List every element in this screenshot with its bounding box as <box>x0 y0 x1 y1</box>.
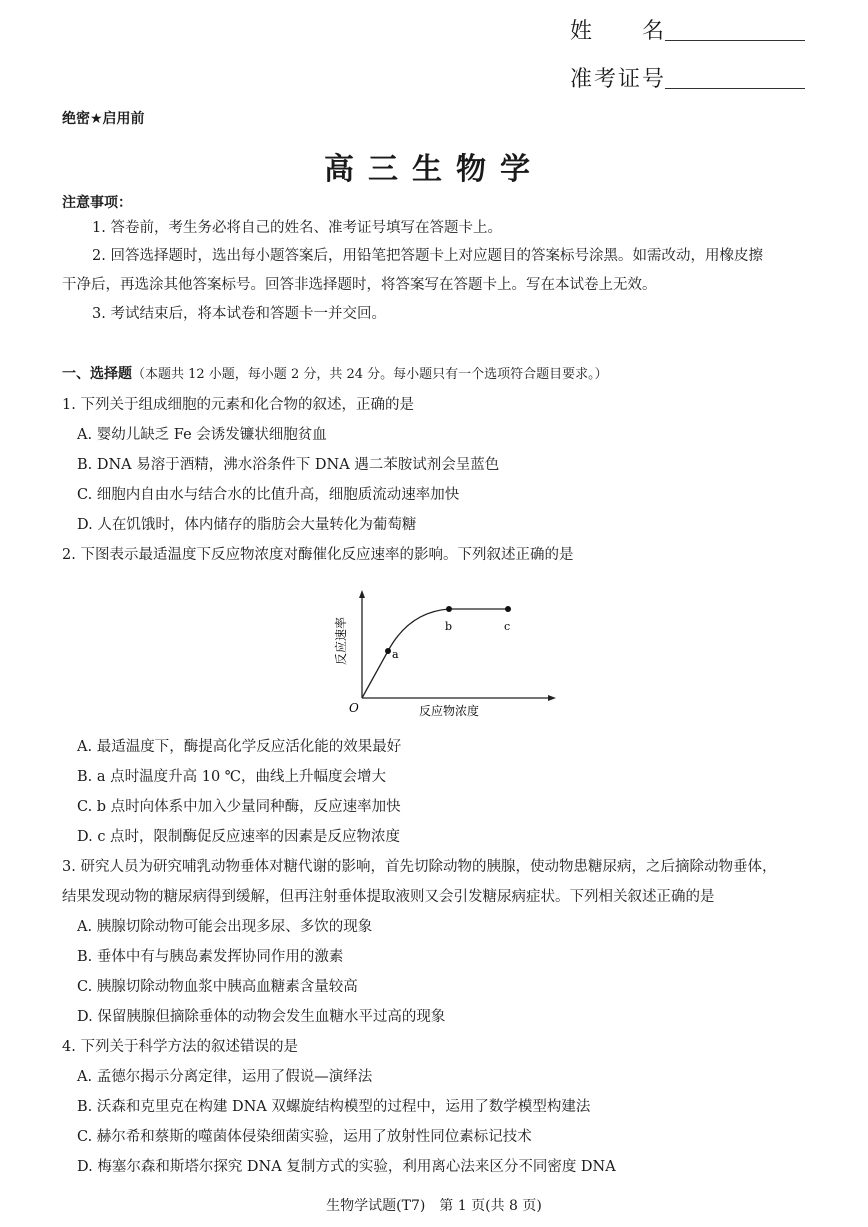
option-item: D. c 点时，限制酶促反应速率的因素是反应物浓度 <box>77 829 401 845</box>
option-item: B. 沃森和克里克在构建 DNA 双螺旋结构模型的过程中，运用了数学模型构建法 <box>77 1099 591 1115</box>
point-a-label: a <box>392 648 399 661</box>
notice-heading: 注意事项： <box>62 195 132 211</box>
page-footer: 生物学试题(T7) 第 1 页(共 8 页) <box>326 1198 542 1214</box>
id-label: 准考证号 <box>570 67 667 92</box>
option-item: C. 赫尔希和蔡斯的噬菌体侵染细菌实验，运用了放射性同位素标记技术 <box>77 1129 532 1145</box>
name-label: 姓 名 <box>570 19 667 44</box>
origin-label: O <box>349 701 359 715</box>
id-field[interactable] <box>665 88 805 89</box>
x-axis-arrow <box>548 695 556 701</box>
option-item: A. 婴幼儿缺乏 Fe 会诱发镰状细胞贫血 <box>77 427 327 443</box>
option-item: B. a 点时温度升高 10 ℃，曲线上升幅度会增大 <box>77 769 387 785</box>
question-stem: 2. 下图表示最适温度下反应物浓度对酶催化反应速率的影响。下列叙述正确的是 <box>62 547 574 563</box>
section-heading <box>62 363 608 383</box>
question-stem: 3. 研究人员为研究哺乳动物垂体对糖代谢的影响，首先切除动物的胰腺，使动物患糖尿病，之后摘除动物垂体， <box>62 859 777 875</box>
secret-mark: 绝密★启用前 <box>62 111 145 127</box>
notice-item: 干净后，再选涂其他答案标号。回答非选择题时，将答案写在答题卡上。写在本试卷上无效。 <box>62 277 657 293</box>
option-item: A. 最适温度下，酶提高化学反应活化能的效果最好 <box>77 739 402 755</box>
point-a <box>385 648 391 654</box>
option-item: C. b 点时向体系中加入少量同种酶，反应速率加快 <box>77 799 401 815</box>
section-note: （本题共 12 小题，每小题 2 分，共 24 分。每小题只有一个选项符合题目要求。） <box>132 367 608 382</box>
option-item: B. 垂体中有与胰岛素发挥协同作用的激素 <box>77 949 344 965</box>
question-stem: 结果发现动物的糖尿病得到缓解，但再注射垂体提取液则又会引发糖尿病症状。下列相关叙述正确的是 <box>62 889 715 905</box>
name-field[interactable] <box>665 40 805 41</box>
question-stem: 1. 下列关于组成细胞的元素和化合物的叙述，正确的是 <box>62 397 414 413</box>
option-item: C. 细胞内自由水与结合水的比值升高，细胞质流动速率加快 <box>77 487 460 503</box>
notice-item: 3. 考试结束后，将本试卷和答题卡一并交回。 <box>92 306 386 322</box>
point-b-label: b <box>445 620 453 633</box>
option-item: D. 梅塞尔森和斯塔尔探究 DNA 复制方式的实验，利用离心法来区分不同密度 DNA <box>77 1159 616 1175</box>
option-item: D. 人在饥饿时，体内储存的脂肪会大量转化为葡萄糖 <box>77 517 417 533</box>
y-axis-arrow <box>359 590 365 598</box>
rate-curve-figure <box>325 585 565 725</box>
option-item: D. 保留胰腺但摘除垂体的动物会发生血糖水平过高的现象 <box>77 1009 446 1025</box>
option-item: B. DNA 易溶于酒精，沸水浴条件下 DNA 遇二苯胺试剂会呈蓝色 <box>77 457 500 473</box>
section-title: 一、选择题 <box>62 366 132 382</box>
option-item: A. 胰腺切除动物可能会出现多尿、多饮的现象 <box>77 919 373 935</box>
question-stem: 4. 下列关于科学方法的叙述错误的是 <box>62 1039 298 1055</box>
point-c <box>505 606 511 612</box>
option-item: A. 孟德尔揭示分离定律，运用了假说—演绎法 <box>77 1069 373 1085</box>
notice-item: 1. 答卷前，考生务必将自己的姓名、准考证号填写在答题卡上。 <box>92 220 502 236</box>
y-axis-label: 反应速率 <box>334 616 348 665</box>
option-item: C. 胰腺切除动物血浆中胰高血糖素含量较高 <box>77 979 358 995</box>
rate-curve <box>362 609 511 698</box>
notice-item: 2. 回答选择题时，选出每小题答案后，用铅笔把答题卡上对应题目的答案标号涂黑。如需改动，用橡皮擦 <box>92 248 763 264</box>
point-c-label: c <box>504 620 511 633</box>
page-title: 高三生物学 <box>324 152 544 187</box>
x-axis-label: 反应物浓度 <box>419 704 480 718</box>
point-b <box>446 606 452 612</box>
